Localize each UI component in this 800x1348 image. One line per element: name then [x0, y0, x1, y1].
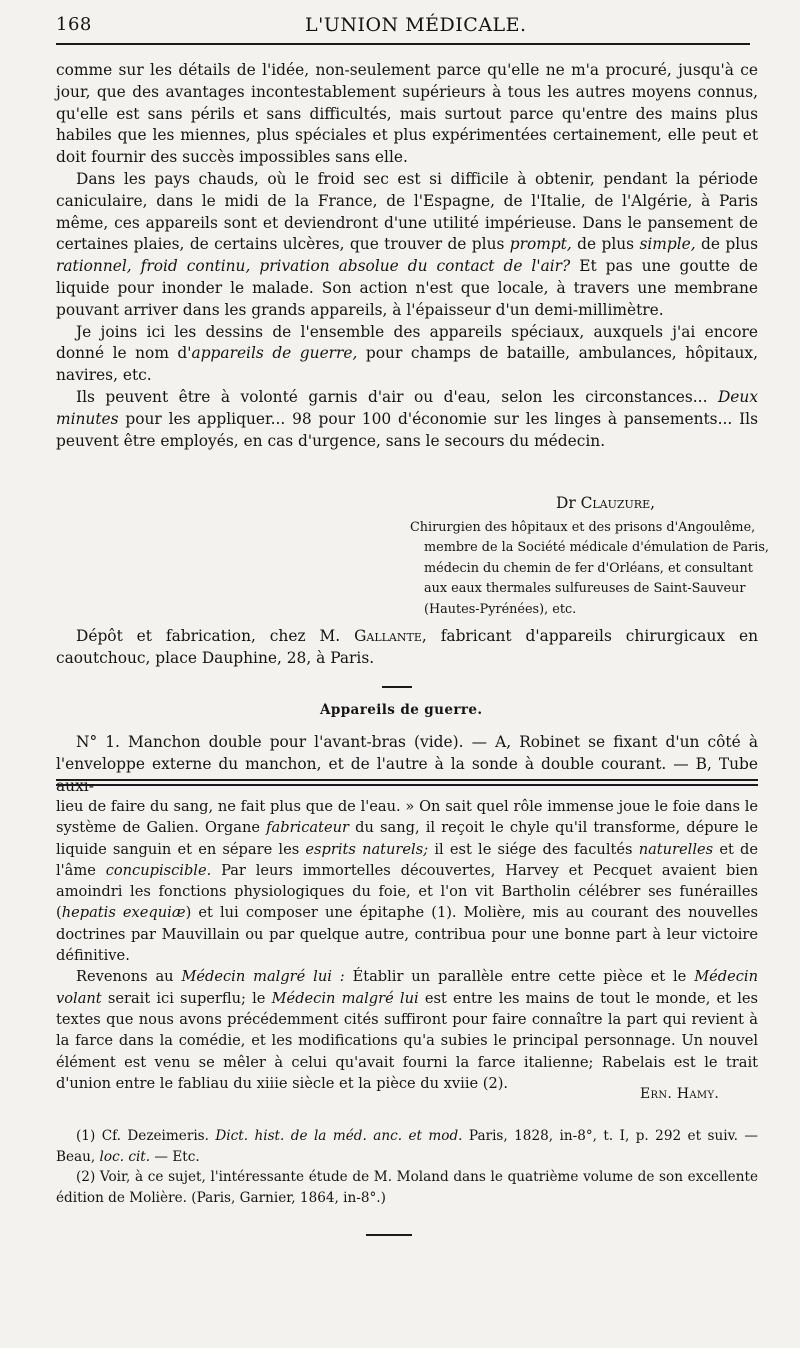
author-prefix: Ern.	[640, 1086, 677, 1102]
signature-prefix: Dr	[556, 494, 581, 512]
section-divider	[382, 686, 412, 688]
text-run: et de l'âme	[56, 840, 758, 879]
emphasis: Médecin volant	[56, 968, 758, 1007]
depot-paragraph	[56, 626, 758, 670]
text-run: serait ici superflu; le	[101, 989, 272, 1007]
text-run: de plus	[571, 235, 640, 254]
upper-text	[56, 60, 758, 452]
paragraph-1: comme sur les détails de l'idée, non-seulement parce qu'elle ne m'a procuré, jusqu'à ce jour, que des avantages incontestablement supérieurs à tous les autres moyens connus, qu'elle est sans périls et sans difficultés, mais surtout parce qu'entre des mains plus habiles que les miennes, plus spéciales et plus expérimentées certainement, elle peut et doit fournir des succès impossibles sans elle.	[56, 61, 758, 167]
text-run: pour les appliquer... 98 pour 100 d'économie sur les linges à pansements... Ils peuvent être employés, en cas d'urgence, sans le secours du médecin.	[56, 409, 758, 450]
emphasis: Médecin malgré lui :	[181, 968, 345, 986]
text-run: lieu de faire du sang, ne fait plus que de l'eau. » On sait quel rôle immense joue le foie dans le système de Galien. Organe	[56, 798, 758, 837]
footnote-2: (2) Voir, à ce sujet, l'intéressante étude de M. Moland dans le quatrième volume de son excellente édition de Molière. (Paris, Garnier, 1864, in-8°.)	[56, 1169, 758, 1206]
emphasis: Médecin malgré lui	[271, 989, 419, 1007]
signature-line: (Hautes-Pyrénées), etc.	[424, 601, 577, 617]
running-header	[56, 8, 756, 40]
text-run: pour champs de bataille, ambulances, hôpitaux, navires, etc.	[56, 344, 758, 385]
lower-text	[56, 796, 758, 1094]
figure-item-1	[56, 732, 758, 797]
text-run: Par leurs immortelles découvertes, Harvey et Pecquet avaient bien amoindri les fonctions physiologiques du foie, et l'on vit Bartholin célébrer ses funérailles (	[56, 861, 759, 922]
page-number: 168	[56, 14, 92, 35]
item-1-text: N° 1. Manchon double pour l'avant-bras (vide). — A, Robinet se fixant d'un côté à l'enveloppe externe du manchon, et de l'autre à la sonde à double courant. — B, Tube	[56, 733, 758, 773]
emphasis: hepatis exequiæ	[61, 904, 186, 922]
text-run: il est le siége des facultés	[428, 840, 639, 858]
emphasis: rationnel, froid continu, privation absolue du contact de l'air?	[56, 257, 571, 276]
footnotes	[56, 1126, 758, 1208]
signature-surname: Clauzure,	[580, 494, 656, 512]
emphasis: esprits naturels;	[305, 840, 429, 858]
text-run: Je joins ici les dessins de l'ensemble des appareils spéciaux, auxquels j'ai encore donné le nom d'	[56, 322, 758, 363]
text-run: Dépôt et fabrication, chez M.	[76, 627, 355, 645]
text-run: Dans les pays chauds, où le froid sec est si difficile à obtenir, pendant la période caniculaire, dans le midi de la France, de l'Espagne, de l'Italie, de l'Algérie, à Paris même, ces appareils sont et deviendront d'une utilité impérieuse. Dans le pansement de certaines plaies, de certains ulcères, que trouver de plus	[56, 169, 758, 254]
footnote-1	[56, 1126, 758, 1167]
text-run: Ils peuvent être à volonté garnis d'air ou d'eau, selon les circonstances...	[76, 387, 718, 406]
signature-name	[556, 494, 655, 512]
paragraph-2	[56, 169, 758, 322]
emphasis: Deux minutes	[56, 387, 758, 428]
signature-line: Chirurgien des hôpitaux et des prisons d'Angoulême,	[410, 520, 756, 535]
closing-rule	[366, 1234, 412, 1236]
depot-notice	[56, 626, 758, 670]
emphasis: fabricateur	[266, 819, 349, 837]
text-run: — Etc.	[150, 1148, 200, 1165]
author-name: Hamy.	[676, 1086, 720, 1102]
text-run: , fabricant d'appareils chirurgicaux en caoutchouc, place Dauphine, 28, à Paris.	[56, 627, 758, 667]
signature-line: aux eaux thermales sulfureuses de Saint-Sauveur	[424, 581, 746, 597]
paragraph-4	[56, 387, 758, 452]
text-run: (1) Cf. Dezeimeris.	[76, 1128, 216, 1144]
text-run: de plus	[695, 235, 758, 254]
signature-line: médecin du chemin de fer d'Orléans, et consultant	[424, 560, 753, 576]
page-divider-top	[56, 779, 758, 781]
signature-line: membre de la Société médicale d'émulation de Paris,	[424, 540, 769, 556]
text-run: Revenons au	[76, 968, 182, 986]
emphasis: loc. cit.	[99, 1148, 151, 1165]
author-signature	[640, 1086, 719, 1102]
text-run: ) et lui composer une épitaphe (1). Molière, mis au courant des nouvelles doctrines par Mauvillain ou par quelque autre, contribua pour une bonne part à leur victoire définitive.	[56, 904, 759, 965]
emphasis: prompt,	[509, 235, 572, 254]
page-divider-bottom	[56, 784, 758, 786]
emphasis: simple,	[639, 235, 696, 254]
section-title: Appareils de guerre.	[320, 702, 483, 718]
journal-title: L'UNION MÉDICALE.	[305, 14, 527, 36]
signature-description	[410, 518, 769, 620]
text-run: Et pas une goutte de liquide pour inonder le malade. Son action n'est que locale, à travers une membrane pouvant arriver dans les grands appareils, à l'épaisseur d'un demi-millimètre.	[56, 257, 758, 319]
text-run: du sang, il reçoit le chyle qu'il transforme, dépure le liquide sanguin et en sépare les	[56, 819, 759, 858]
emphasis: concupiscible.	[105, 861, 212, 879]
text-run: est entre les mains de tout le monde, et les textes que nous avons précédemment cités suffiront pour faire connaître la part qui revient à la farce dans la comédie, et les modifications qu'a subies le principal personnage. Un nouvel élément est venu se mêler à celui qu'avait fourni la farce italienne; Rabelais est le trait d'union entre le fabliau du xiiie siècle et la pièce du xviie (2).	[56, 989, 758, 1092]
emphasis: naturelles	[638, 840, 714, 858]
header-rule	[56, 43, 750, 45]
lower-paragraph-1	[56, 796, 758, 966]
maker-name: Gallante	[354, 627, 422, 645]
emphasis: Dict. hist. de la méd. anc. et mod.	[215, 1128, 463, 1144]
lower-paragraph-2	[56, 966, 758, 1094]
emphasis: appareils de guerre,	[191, 344, 358, 363]
text-run: Paris, 1828, in-8°, t. I, p. 292 et suiv. — Beau,	[56, 1128, 758, 1165]
paragraph-3	[56, 322, 758, 387]
text-run: Établir un parallèle entre cette pièce et le	[344, 968, 695, 986]
